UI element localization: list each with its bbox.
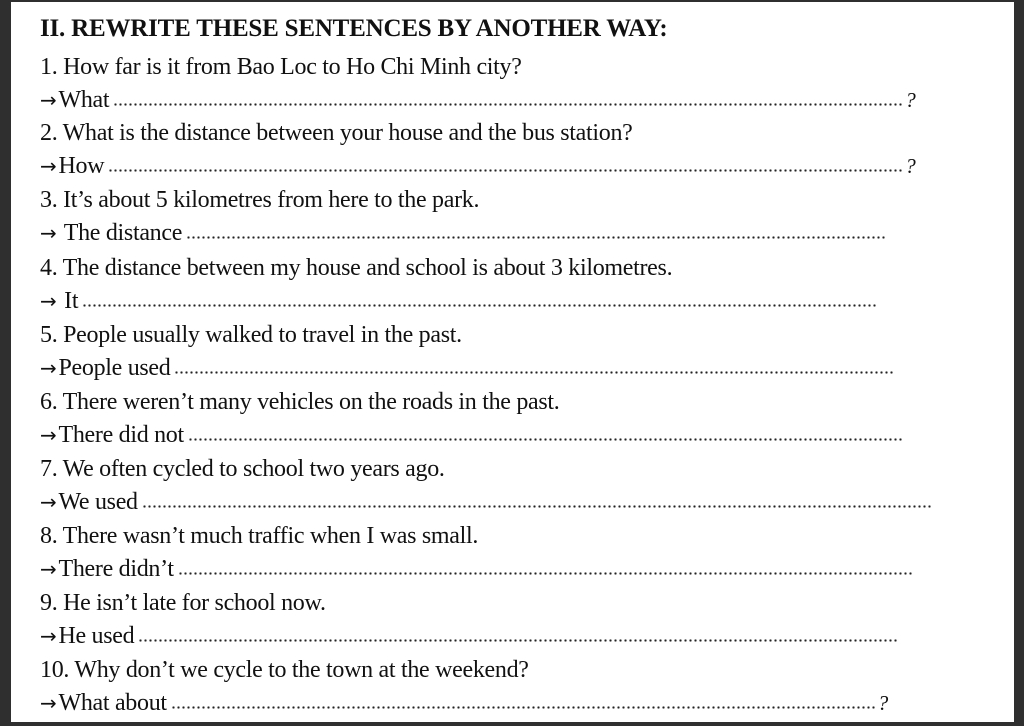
answer-prompt-9: He used	[58, 623, 135, 649]
answer-line-9[interactable]	[40, 623, 900, 650]
question-1: 1. How far is it from Bao Loc to Ho Chi Minh city?	[40, 54, 522, 80]
answer-line-2[interactable]	[40, 153, 915, 180]
answer-blank-2[interactable]	[108, 169, 903, 172]
answer-blank-8[interactable]	[178, 572, 913, 575]
question-2: 2. What is the distance between your house and the bus station?	[40, 120, 633, 146]
arrow-icon: →	[40, 88, 57, 112]
answer-end-10: ?	[877, 691, 888, 715]
answer-blank-1[interactable]	[113, 103, 903, 106]
worksheet-page	[11, 2, 1014, 722]
question-9: 9. He isn’t late for school now.	[40, 590, 326, 616]
arrow-icon: →	[40, 557, 57, 581]
arrow-icon: →	[40, 624, 57, 648]
arrow-icon: →	[40, 691, 57, 715]
answer-blank-10[interactable]	[171, 706, 876, 709]
answer-line-3[interactable]	[40, 220, 888, 247]
answer-blank-3[interactable]	[186, 236, 886, 239]
answer-line-1[interactable]	[40, 87, 915, 114]
question-4: 4. The distance between my house and school is about 3 kilometres.	[40, 255, 673, 281]
answer-end-2: ?	[905, 154, 916, 178]
answer-prompt-5: People used	[58, 355, 171, 381]
answer-line-5[interactable]	[40, 355, 896, 382]
answer-blank-4[interactable]	[82, 304, 877, 307]
question-7: 7. We often cycled to school two years ago.	[40, 456, 445, 482]
answer-prompt-6: There did not	[58, 422, 184, 448]
answer-blank-6[interactable]	[188, 438, 903, 441]
arrow-icon: →	[40, 490, 57, 514]
answer-line-10[interactable]	[40, 690, 888, 717]
answer-blank-9[interactable]	[138, 639, 898, 642]
arrow-icon: →	[40, 154, 57, 178]
answer-prompt-10: What about	[58, 690, 167, 716]
question-5: 5. People usually walked to travel in the past.	[40, 322, 462, 348]
question-10: 10. Why don’t we cycle to the town at the weekend?	[40, 657, 529, 683]
question-6: 6. There weren’t many vehicles on the roads in the past.	[40, 389, 560, 415]
answer-line-7[interactable]	[40, 489, 934, 516]
answer-prompt-8: There didn’t	[58, 556, 174, 582]
arrow-icon: →	[40, 356, 57, 380]
answer-blank-5[interactable]	[174, 371, 894, 374]
arrow-icon: →	[40, 423, 57, 447]
answer-line-8[interactable]	[40, 556, 915, 583]
section-title: II. REWRITE THESE SENTENCES BY ANOTHER WAY:	[40, 15, 668, 42]
answer-blank-7[interactable]	[142, 505, 932, 508]
arrow-icon: →	[40, 221, 57, 245]
answer-prompt-1: What	[58, 87, 110, 113]
answer-prompt-4: It	[58, 288, 79, 314]
answer-prompt-7: We used	[58, 489, 138, 515]
question-8: 8. There wasn’t much traffic when I was small.	[40, 523, 479, 549]
answer-prompt-3: The distance	[58, 220, 183, 246]
answer-prompt-2: How	[58, 153, 105, 179]
answer-end-1: ?	[905, 88, 916, 112]
answer-line-4[interactable]	[40, 288, 879, 315]
arrow-icon: →	[40, 289, 57, 313]
question-3: 3. It’s about 5 kilometres from here to the park.	[40, 187, 480, 213]
answer-line-6[interactable]	[40, 422, 905, 449]
